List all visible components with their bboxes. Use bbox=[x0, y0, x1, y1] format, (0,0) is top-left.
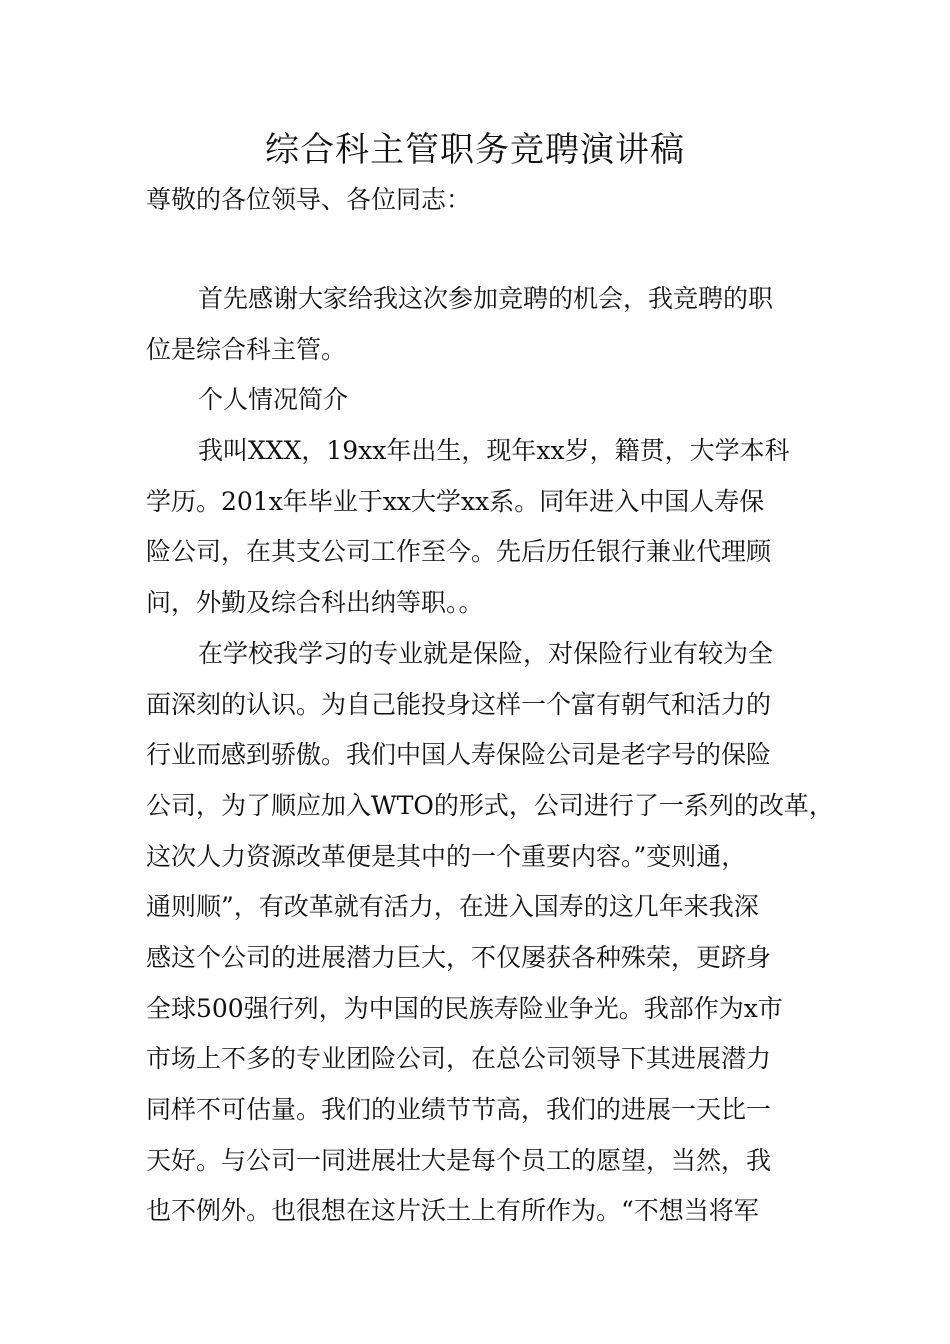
paragraph-line: 市场上不多的专业团险公司，在总公司领导下其进展潜力 bbox=[146, 1044, 772, 1074]
paragraph-line: 行业而感到骄傲。我们中国人寿保险公司是老字号的保险 bbox=[146, 740, 772, 770]
paragraph-line: 在学校我学习的专业就是保险，对保险行业有较为全 bbox=[198, 638, 774, 668]
paragraph-line: 我叫XXX，19xx年出生，现年xx岁，籍贯，大学本科 bbox=[198, 436, 790, 466]
document-body bbox=[146, 274, 834, 1237]
paragraph-line: 问，外勤及综合科出纳等职。。 bbox=[146, 588, 484, 618]
paragraph-line: 也不例外。也很想在这片沃土上有所作为。“不想当将军 bbox=[146, 1196, 759, 1226]
paragraph-line: 位是综合科主管。 bbox=[146, 334, 347, 364]
paragraph-line: 感这个公司的进展潜力巨大，不仅屡获各种殊荣，更跻身 bbox=[146, 942, 772, 972]
document-title: 综合科主管职务竞聘演讲稿 bbox=[265, 130, 685, 170]
paragraph-line: 这次人力资源改革便是其中的一个重要内容。”变则通， bbox=[146, 841, 747, 871]
salutation: 尊敬的各位领导、各位同志： bbox=[146, 185, 472, 214]
paragraph-line: 险公司，在其支公司工作至今。先后历任银行兼业代理顾 bbox=[146, 537, 772, 567]
paragraph-line: 首先感谢大家给我这次参加竞聘的机会，我竞聘的职 bbox=[198, 284, 774, 313]
paragraph-line: 同样不可估量。我们的业绩节节高，我们的进展一天比一 bbox=[146, 1095, 772, 1124]
paragraph-line: 公司，为了顺应加入WTO的形式，公司进行了一系列的改革， bbox=[146, 790, 834, 820]
section-heading: 个人情况简介 bbox=[198, 385, 349, 415]
paragraph-line: 面深刻的认识。为自己能投身这样一个富有朝气和活力的 bbox=[146, 689, 772, 719]
paragraph-line: 通则顺”，有改革就有活力，在进入国寿的这几年来我深 bbox=[146, 892, 759, 922]
paragraph-line: 学历。201x年毕业于xx大学xx系。同年进入中国人寿保 bbox=[146, 486, 765, 516]
paragraph-line: 天好。与公司一同进展壮大是每个员工的愿望，当然，我 bbox=[146, 1145, 772, 1175]
paragraph-line: 全球500强行列，为中国的民族寿险业争光。我部作为x市 bbox=[146, 993, 783, 1023]
